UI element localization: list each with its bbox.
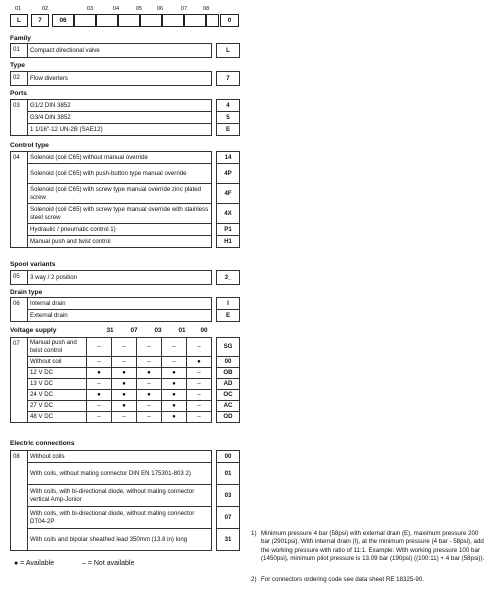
spool-desc: 3 way / 2 position xyxy=(28,271,212,285)
code-cell: 0 xyxy=(220,14,239,27)
voltage-val: – xyxy=(87,357,112,368)
voltage-val: – xyxy=(137,357,162,368)
voltage-desc: 12 V DC xyxy=(28,368,87,379)
family-num: 01 xyxy=(11,44,28,58)
voltage-desc: 24 V DC xyxy=(28,390,87,401)
electric-desc: With coils, with bi-directional diode, without mating connector DT04-2P xyxy=(28,507,212,529)
voltage-val: – xyxy=(87,412,112,423)
ports-desc: G3/4 DIN 3852 xyxy=(28,112,212,124)
voltage-val: ● xyxy=(112,379,137,390)
voltage-val: – xyxy=(112,412,137,423)
voltage-code: AD xyxy=(217,379,240,390)
voltage-val: – xyxy=(112,357,137,368)
code-cell xyxy=(74,14,96,27)
voltage-desc: 48 V DC xyxy=(28,412,87,423)
voltage-val: ● xyxy=(137,368,162,379)
code-cell xyxy=(140,14,162,27)
voltage-val: – xyxy=(137,379,162,390)
family-title: Family xyxy=(10,35,31,42)
ports-code: E xyxy=(217,124,240,136)
control-table xyxy=(10,151,240,248)
drain-title: Drain type xyxy=(10,289,43,296)
ports-desc: 1 1/16"-12 UN-2B (SAE12) xyxy=(28,124,212,136)
control-code: 14 xyxy=(217,152,240,164)
voltage-val: ● xyxy=(112,368,137,379)
drain-code: I xyxy=(217,298,240,310)
legend-not-available: – = Not available xyxy=(82,560,135,567)
family-desc: Compact directional valve xyxy=(28,44,212,58)
voltage-code: SG xyxy=(217,338,240,357)
control-num: 04 xyxy=(11,152,28,248)
voltage-val: ● xyxy=(112,401,137,412)
drain-desc: External drain xyxy=(28,310,212,322)
pos-label: 02 xyxy=(41,6,49,12)
footnote-text: Minimum pressure 4 bar (58psi) with external drain (E), maximum pressure 200 bar (2901psi). With internal drain (I), at the minimum pressure (4 bar - 58psi), add the working pressure with ratio of 11:1. Example: With working pressure 100 bar (1450psi), minimum pilot pressure is 13.09 bar (190psi) ((100:11) + 4 bar (58psi)). xyxy=(261,530,485,563)
pos-label: 01 xyxy=(14,6,22,12)
electric-code: 01 xyxy=(217,463,240,485)
electric-num: 08 xyxy=(11,451,28,551)
voltage-val: – xyxy=(187,368,212,379)
code-cell: L xyxy=(10,14,28,27)
voltage-num: 07 xyxy=(11,338,28,423)
type-table xyxy=(10,71,240,86)
type-code: 7 xyxy=(217,72,240,86)
voltage-val: ● xyxy=(87,390,112,401)
code-cell xyxy=(162,14,184,27)
voltage-desc: Without coil xyxy=(28,357,87,368)
voltage-val: – xyxy=(137,338,162,357)
voltage-col: 03 xyxy=(154,327,162,334)
voltage-code: OC xyxy=(217,390,240,401)
footnote-mark: 1) xyxy=(251,530,257,537)
code-cell xyxy=(184,14,206,27)
voltage-code: OD xyxy=(217,412,240,423)
family-table xyxy=(10,43,240,58)
electric-desc: With coils and bipolar sheathed lead 350mm (13.8 in) long xyxy=(28,529,212,551)
voltage-val: – xyxy=(187,338,212,357)
voltage-col: 01 xyxy=(178,327,186,334)
voltage-val: ● xyxy=(162,412,187,423)
drain-code: E xyxy=(217,310,240,322)
voltage-val: ● xyxy=(162,368,187,379)
code-cell xyxy=(206,14,219,27)
ports-table xyxy=(10,99,240,136)
control-code: H1 xyxy=(217,236,240,248)
voltage-col: 31 xyxy=(106,327,114,334)
pos-label: 04 xyxy=(112,6,120,12)
control-desc: Solenoid (coil C65) with screw type manual override zinc plated screw xyxy=(28,184,212,204)
electric-desc: With coils, with bi-directional diode, without mating connector vertical Amp-Junior xyxy=(28,485,212,507)
pos-label: 03 xyxy=(86,6,94,12)
code-cell xyxy=(96,14,118,27)
voltage-val: ● xyxy=(162,390,187,401)
voltage-val: – xyxy=(187,390,212,401)
control-code: 4F xyxy=(217,184,240,204)
voltage-col: 00 xyxy=(200,327,208,334)
electric-title: Electric connections xyxy=(10,440,75,447)
drain-desc: Internal drain xyxy=(28,298,212,310)
control-desc: Solenoid (coil C65) with push-button type manual override xyxy=(28,164,212,184)
control-code: P1 xyxy=(217,224,240,236)
ports-code: 5 xyxy=(217,112,240,124)
voltage-val: – xyxy=(187,412,212,423)
electric-code: 07 xyxy=(217,507,240,529)
voltage-title: Voltage supply xyxy=(10,327,57,334)
drain-num: 06 xyxy=(11,298,28,322)
electric-desc: With coils, without mating connector DIN EN 175301-803 2) xyxy=(28,463,212,485)
voltage-col: 07 xyxy=(130,327,138,334)
control-code: 4X xyxy=(217,204,240,224)
pos-label: 05 xyxy=(135,6,143,12)
type-desc: Flow diverters xyxy=(28,72,212,86)
footnote-mark: 2) xyxy=(251,576,257,583)
voltage-val: – xyxy=(137,401,162,412)
control-desc: Solenoid (coil C65) with screw type manual override with stainless steel screw xyxy=(28,204,212,224)
pos-label: 07 xyxy=(180,6,188,12)
type-title: Type xyxy=(10,62,25,69)
electric-code: 00 xyxy=(217,451,240,463)
voltage-code: AC xyxy=(217,401,240,412)
ports-desc: G1/2 DIN 3852 xyxy=(28,100,212,112)
control-title: Control type xyxy=(10,142,49,149)
spool-num: 05 xyxy=(11,271,28,285)
ports-code: 4 xyxy=(217,100,240,112)
spool-title: Spool variants xyxy=(10,261,56,268)
ports-title: Ports xyxy=(10,90,27,97)
voltage-val: ● xyxy=(112,390,137,401)
voltage-val: – xyxy=(87,338,112,357)
ports-num: 03 xyxy=(11,100,28,136)
voltage-desc: Manual push and twist control xyxy=(28,338,87,357)
pos-label: 06 xyxy=(156,6,164,12)
voltage-desc: 27 V DC xyxy=(28,401,87,412)
voltage-val: ● xyxy=(87,368,112,379)
voltage-val: – xyxy=(87,379,112,390)
control-code: 4P xyxy=(217,164,240,184)
type-num: 02 xyxy=(11,72,28,86)
drain-table xyxy=(10,297,240,322)
voltage-val: – xyxy=(162,338,187,357)
voltage-val: – xyxy=(112,338,137,357)
voltage-val: ● xyxy=(162,401,187,412)
voltage-desc: 13 V DC xyxy=(28,379,87,390)
footnote-text: For connectors ordering code see data sheet RE 18325-90. xyxy=(261,576,425,583)
electric-code: 03 xyxy=(217,485,240,507)
voltage-table xyxy=(10,337,240,423)
voltage-code: 00 xyxy=(217,357,240,368)
code-cell: 7 xyxy=(31,14,49,27)
voltage-val: – xyxy=(137,412,162,423)
spool-code: 3_ xyxy=(217,271,240,285)
voltage-val: – xyxy=(187,401,212,412)
voltage-val: – xyxy=(87,401,112,412)
voltage-code: OB xyxy=(217,368,240,379)
electric-code: 31 xyxy=(217,529,240,551)
pos-label: 08 xyxy=(202,6,210,12)
control-desc: Manual push and twist control xyxy=(28,236,212,248)
control-desc: Hydraulic / pneumatic control 1) xyxy=(28,224,212,236)
electric-table xyxy=(10,450,240,551)
voltage-val: – xyxy=(187,379,212,390)
voltage-val: ● xyxy=(162,379,187,390)
voltage-val: ● xyxy=(137,390,162,401)
family-code: L xyxy=(217,44,240,58)
legend-available: ● = Available xyxy=(14,560,55,567)
control-desc: Solenoid (coil C65) without manual override xyxy=(28,152,212,164)
code-cell xyxy=(118,14,140,27)
code-cell: 06 xyxy=(52,14,74,27)
voltage-val: – xyxy=(162,357,187,368)
voltage-val: ● xyxy=(187,357,212,368)
spool-table xyxy=(10,270,240,285)
electric-desc: Without coils xyxy=(28,451,212,463)
